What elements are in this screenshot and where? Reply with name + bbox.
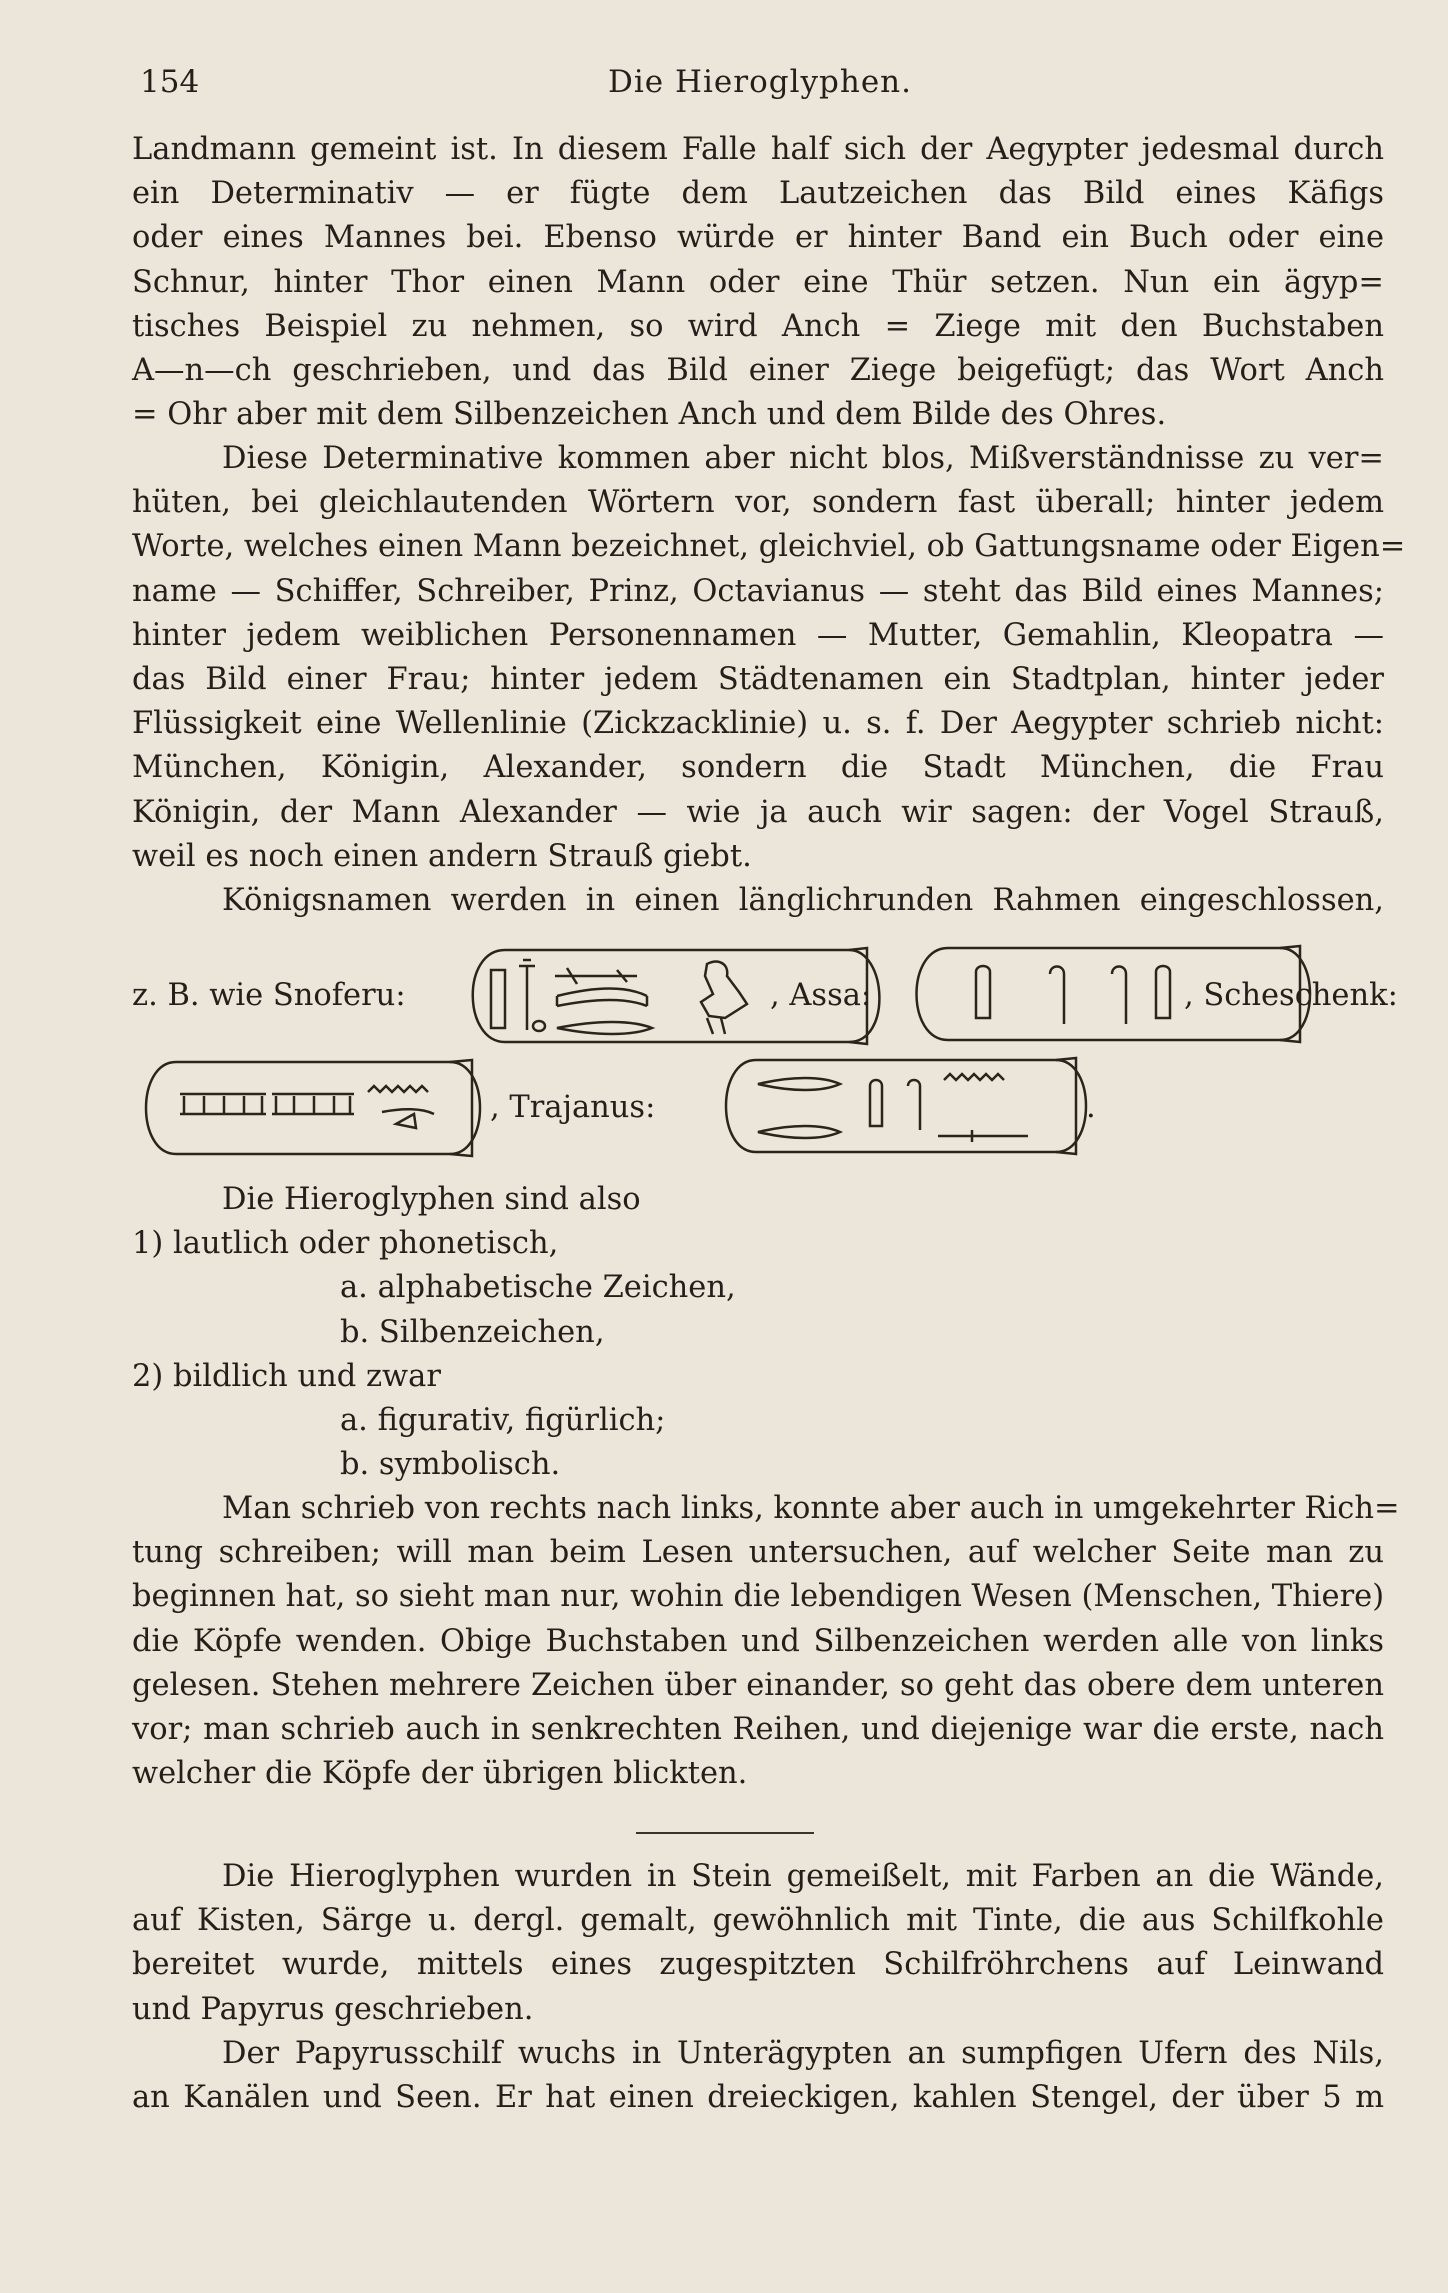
paragraph-writing-materials	[132, 1855, 1384, 2120]
cartouche-trajanus-icon	[712, 1056, 1112, 1156]
text-line: beginnen hat, so sieht man nur, wohin die lebendigen Wesen (Menschen, Thiere)	[132, 1579, 1385, 1615]
list-subitem: a. figurativ, figürlich;	[340, 1403, 666, 1439]
text-line: München, Königin, Alexander, sondern die Stadt München, die Frau	[132, 750, 1384, 786]
text-line: Worte, welches einen Mann bezeichnet, gleichviel, ob Gattungsname oder Eigen=	[132, 529, 1406, 565]
label-end: .	[1086, 1090, 1096, 1125]
paragraph-determinatives-usage	[132, 437, 1406, 923]
text-line: = Ohr aber mit dem Silbenzeichen Anch und dem Bilde des Ohres.	[132, 397, 1167, 433]
running-title: Die Hieroglyphen.	[608, 64, 912, 100]
cartouche-row-1	[132, 940, 1398, 1050]
text-line: weil es noch einen andern Strauß giebt.	[132, 838, 752, 874]
label-trajanus: , Trajanus:	[490, 1090, 656, 1125]
hieroglyph-classification-list	[132, 1178, 1384, 1487]
list-item: 2) bildlich und zwar	[132, 1358, 441, 1394]
text-line: Königsnamen werden in einen länglichrunden Rahmen eingeschlossen,	[222, 883, 1384, 919]
text-line: Man schrieb von rechts nach links, konnte aber auch in umgekehrter Rich=	[222, 1491, 1400, 1526]
text-line: bereitet wurde, mittels eines zugespitzten Schilfröhrchens auf Leinwand	[132, 1947, 1384, 1983]
list-subitem: a. alphabetische Zeichen,	[340, 1270, 736, 1306]
text-line: die Köpfe wenden. Obige Buchstaben und Silbenzeichen werden alle von links	[132, 1623, 1384, 1659]
text-line: und Papyrus geschrieben.	[132, 1991, 534, 2027]
list-intro: Die Hieroglyphen sind also	[222, 1182, 641, 1217]
text-line: Die Hieroglyphen wurden in Stein gemeißelt, mit Farben an die Wände,	[222, 1859, 1384, 1894]
text-line: Flüssigkeit eine Wellenlinie (Zickzacklinie) u. s. f. Der Aegypter schrieb nicht:	[132, 706, 1384, 742]
section-divider	[636, 1832, 814, 1834]
text-line: oder eines Mannes bei. Ebenso würde er hinter Band ein Buch oder eine	[132, 220, 1384, 256]
list-item: 1) lautlich oder phonetisch,	[132, 1226, 559, 1262]
paragraph-determinative	[132, 128, 1384, 437]
cartouche-scheschenk-icon	[132, 1058, 502, 1158]
text-line: an Kanälen und Seen. Er hat einen dreieckigen, kahlen Stengel, der über 5 m	[132, 2080, 1384, 2116]
text-line: Königin, der Mann Alexander — wie ja auch wir sagen: der Vogel Strauß,	[132, 794, 1384, 830]
list-subitem: b. Silbenzeichen,	[340, 1314, 605, 1350]
text-line: name — Schiffer, Schreiber, Prinz, Octavianus — steht das Bild eines Mannes;	[132, 573, 1384, 609]
page-header	[140, 58, 1380, 108]
label-snoferu: z. B. wie Snoferu:	[132, 978, 406, 1013]
text-line: Schnur, hinter Thor einen Mann oder eine Thür setzen. Nun ein ägyp=	[132, 264, 1384, 300]
text-line: ein Determinativ — er fügte dem Lautzeichen das Bild eines Käfigs	[132, 176, 1384, 212]
label-scheschenk: , Scheschenk:	[1184, 978, 1398, 1013]
text-line: Landmann gemeint ist. In diesem Falle half sich der Aegypter jedesmal durch	[132, 132, 1384, 167]
paragraph-reading-direction	[132, 1487, 1400, 1796]
list-subitem: b. symbolisch.	[340, 1447, 561, 1483]
cartouche-row-2	[132, 1052, 1384, 1162]
text-line: Der Papyrusschilf wuchs in Unterägypten an sumpfigen Ufern des Nils,	[222, 2035, 1384, 2071]
text-line: tisches Beispiel zu nehmen, so wird Anch = Ziege mit den Buchstaben	[132, 308, 1384, 344]
text-line: auf Kisten, Särge u. dergl. gemalt, gewöhnlich mit Tinte, die aus Schilfkohle	[132, 1903, 1384, 1939]
text-line: A—n—ch geschrieben, und das Bild einer Ziege beigefügt; das Wort Anch	[132, 353, 1384, 389]
text-line: hinter jedem weiblichen Personennamen — Mutter, Gemahlin, Kleopatra —	[132, 617, 1384, 653]
text-line: vor; man schrieb auch in senkrechten Reihen, und diejenige war die erste, nach	[132, 1712, 1384, 1748]
label-assa: , Assa:	[770, 978, 872, 1013]
text-line: gelesen. Stehen mehrere Zeichen über einander, so geht das obere dem unteren	[132, 1667, 1384, 1703]
text-line: welcher die Köpfe der übrigen blickten.	[132, 1756, 748, 1792]
text-line: tung schreiben; will man beim Lesen untersuchen, auf welcher Seite man zu	[132, 1535, 1384, 1571]
text-line: Diese Determinative kommen aber nicht blos, Mißverständnisse zu ver=	[222, 441, 1384, 476]
text-line: hüten, bei gleichlautenden Wörtern vor, sondern fast überall; hinter jedem	[132, 485, 1384, 521]
page-number: 154	[140, 64, 200, 100]
text-line: das Bild einer Frau; hinter jedem Städtenamen ein Stadtplan, hinter jeder	[132, 662, 1384, 698]
